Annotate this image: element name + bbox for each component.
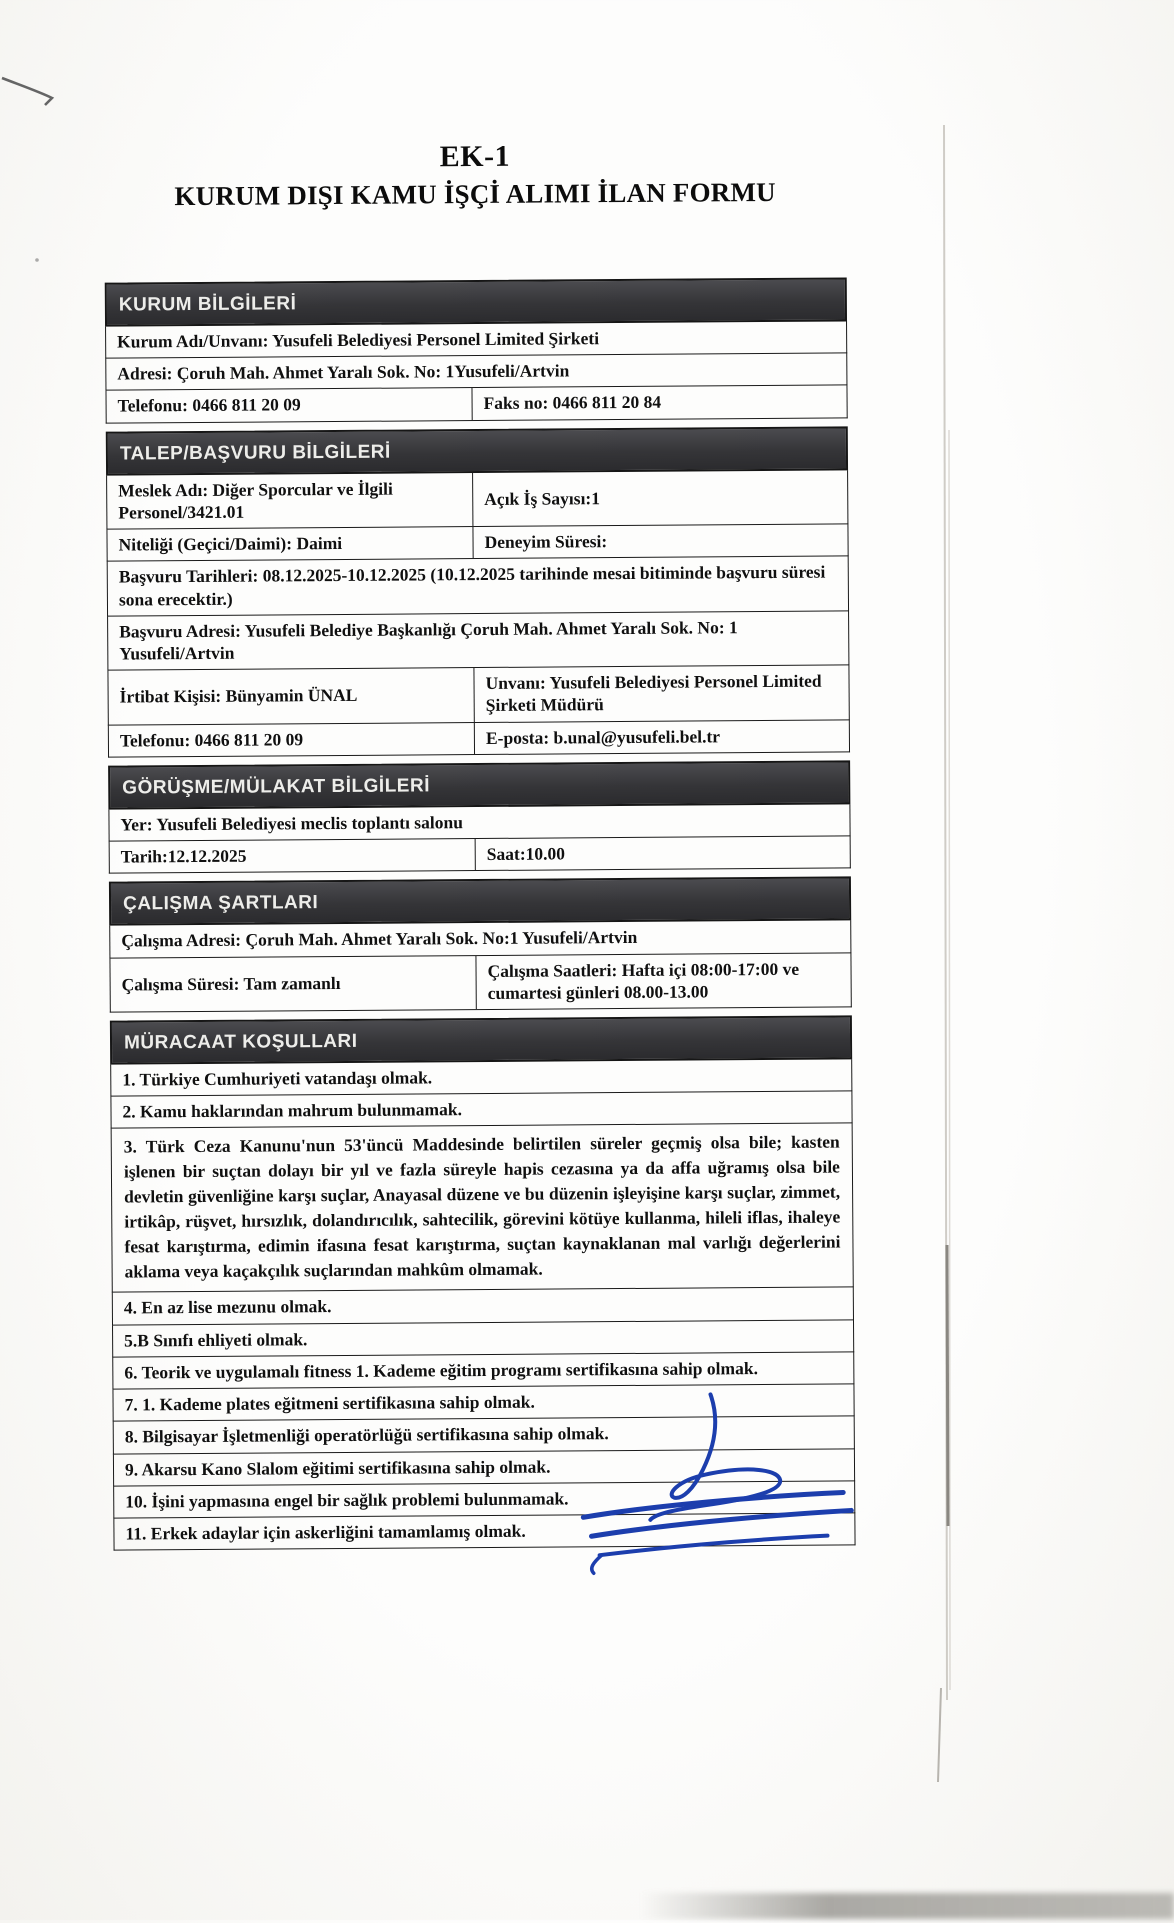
field-meslek-adi: Meslek Adı: Diğer Sporcular ve İlgili Personel/3421.01 [118, 478, 393, 523]
form-title: KURUM DIŞI KAMU İŞÇİ ALIMI İLAN FORMU [174, 176, 776, 212]
field-faks-no: Faks no: 0466 811 20 84 [471, 386, 846, 420]
row-telefon-eposta [108, 720, 850, 757]
field-basvuru-tarihleri: Başvuru Tarihleri: 08.12.2025-10.12.2025 (10.12.2025 tarihinde mesai bitiminde başvuru süresi sona erecektir.) [107, 557, 849, 617]
field-deneyim-suresi: Deneyim Süresi: [472, 525, 847, 559]
row-sure-saatler [109, 953, 851, 1013]
section-header-kurum-bilgileri: KURUM BİLGİLERİ [105, 277, 847, 326]
section-header-gorusme-mulakat: GÖRÜŞME/MÜLAKAT BİLGİLERİ [108, 760, 850, 809]
row-meslek-acikis [106, 470, 848, 530]
condition-item-11: 11. Erkek adaylar için askerliğini tamamlamış olmak. [113, 1513, 855, 1550]
section-header-muracaat-kosullari: MÜRACAAT KOŞULLARI [110, 1015, 852, 1064]
condition-item-10: 10. İşini yapmasına engel bir sağlık problemi bulunmamak. [113, 1481, 855, 1518]
row-nitelik-deneyim [106, 525, 848, 562]
form-table [105, 277, 856, 1550]
field-kurum-adi: Kurum Adı/Unvanı: Yusufeli Belediyesi Personel Limited Şirketi [105, 321, 847, 358]
signature-hook [592, 1555, 602, 1573]
row-tarih-saat [109, 836, 851, 873]
field-kurum-adresi: Adresi: Çoruh Mah. Ahmet Yaralı Sok. No: 1Yusufeli/Artvin [105, 354, 847, 391]
field-irtibat-telefonu: Telefonu: 0466 811 20 09 [119, 728, 304, 751]
condition-item-9: 9. Akarsu Kano Slalom eğitimi sertifikasına sahip olmak. [113, 1449, 855, 1486]
condition-item-5: 5.B Sınıfı ehliyeti olmak. [112, 1320, 854, 1357]
field-gorusme-yeri: Yer: Yusufeli Belediyesi meclis toplantı salonu [108, 804, 850, 841]
row-irtibat-unvan [107, 666, 849, 726]
field-gorusme-tarihi: Tarih:12.12.2025 [120, 845, 247, 867]
field-eposta: E-posta: b.unal@yusufeli.bel.tr [474, 720, 849, 754]
section-header-calisma-sartlari: ÇALIŞMA ŞARTLARI [109, 877, 851, 926]
field-niteligi: Niteliği (Geçici/Daimi): Daimi [118, 533, 343, 555]
signature-ink [552, 1389, 863, 1591]
condition-item-2: 2. Kamu haklarından mahrum bulunmamak. [110, 1092, 852, 1129]
document-title-block [104, 137, 846, 212]
condition-item-1: 1. Türkiye Cumhuriyeti vatandaşı olmak. [110, 1059, 852, 1096]
field-basvuru-adresi: Başvuru Adresi: Yusufeli Belediye Başkanlığı Çoruh Mah. Ahmet Yaralı Sok. No: 1 Yusufeli/Artvin [107, 611, 849, 671]
form-code: EK-1 [439, 139, 511, 174]
field-irtibat-kisisi: İrtibat Kişisi: Bünyamin ÜNAL [119, 685, 358, 707]
signature-underline-2 [591, 1510, 851, 1536]
field-acik-is-sayisi: Açık İş Sayısı:1 [472, 470, 847, 526]
condition-item-6: 6. Teorik ve uygulamalı fitness 1. Kademe eğitim programı sertifikasına sahip olmak. [112, 1352, 854, 1389]
field-gorusme-saati: Saat:10.00 [475, 836, 850, 870]
field-telefonu: Telefonu: 0466 811 20 09 [117, 394, 301, 416]
field-calisma-suresi: Çalışma Süresi: Tam zamanlı [121, 972, 341, 995]
signature-underline-3 [600, 1536, 828, 1556]
condition-item-8: 8. Bilgisayar İşletmenliği operatörlüğü sertifikasına sahip olmak. [113, 1417, 855, 1454]
scan-artifact-bottom-smudge [640, 1893, 1174, 1919]
condition-item-7: 7. 1. Kademe plates eğitmeni sertifikasına sahip olmak. [112, 1385, 854, 1422]
condition-item-3: 3. Türk Ceza Kanunu'nun 53'üncü Maddesinde belirtilen süreler geçmiş olsa bile; kasten işlenen bir suçtan dolayı bir yıl ve fazla süreyle hapis cezasına ya da affa uğramış olsa bile devletin güvenliğine karşı suçlar, Anayasal düzene ve bu düzenin işleyişine karşı suçlar, zimmet, irtikâp, rüşvet, hırsızlık, dolandırıcılık, sahtecilik, görevini kötüye kullanma, hileli iflas, ihaleye fesat karıştırma, edimin ifasına fesat karıştırma, suçtan kaynaklanan mal varlığı değerlerini aklama veya kaçakçılık suçlarından mahkûm olmamak. [111, 1124, 854, 1293]
field-calisma-adresi: Çalışma Adresi: Çoruh Mah. Ahmet Yaralı Sok. No:1 Yusufeli/Artvin [109, 921, 851, 958]
row-telefon-faks [105, 386, 847, 423]
condition-item-4: 4. En az lise mezunu olmak. [112, 1288, 854, 1325]
field-calisma-saatleri: Çalışma Saatleri: Hafta içi 08:00-17:00 ve cumartesi günleri 08.00-13.00 [475, 953, 850, 1009]
section-header-talep-basvuru: TALEP/BAŞVURU BİLGİLERİ [106, 426, 848, 475]
field-unvani: Unvanı: Yusufeli Belediyesi Personel Limited Şirketi Müdürü [473, 666, 848, 722]
